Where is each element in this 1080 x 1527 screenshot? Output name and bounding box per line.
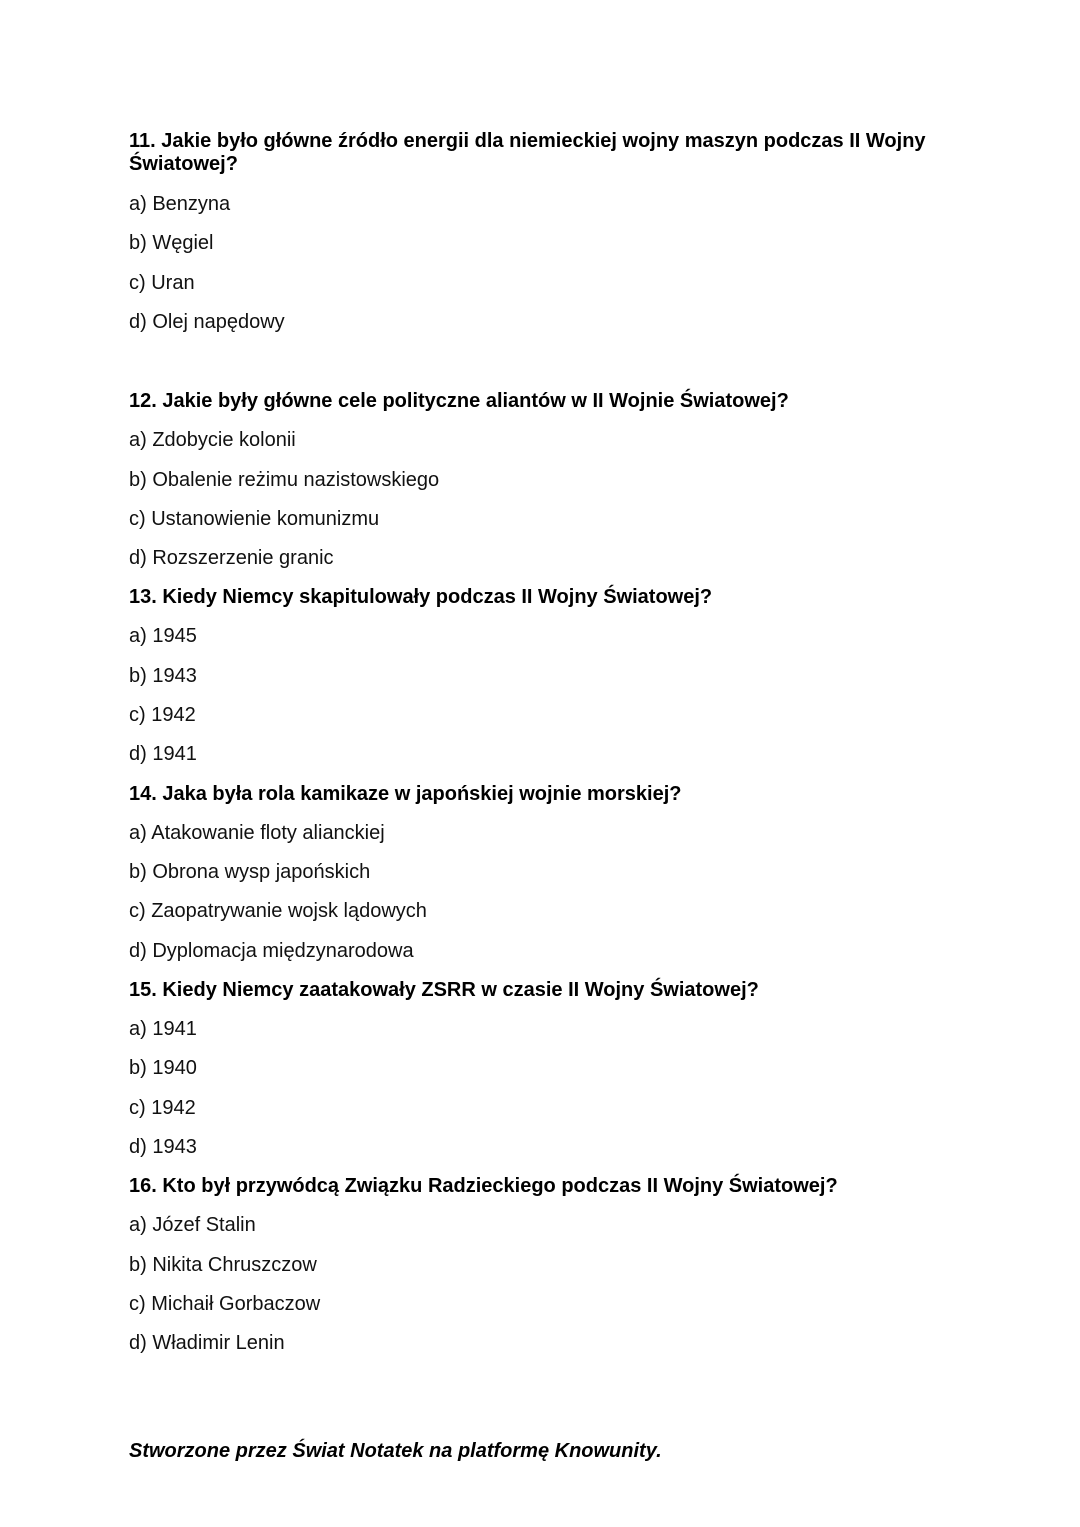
question-15-option-d: d) 1943: [129, 1136, 197, 1158]
footer-credit: Stworzone przez Świat Notatek na platformę Knowunity.: [129, 1440, 662, 1462]
question-11-option-d: d) Olej napędowy: [129, 311, 285, 333]
question-12-option-a: a) Zdobycie kolonii: [129, 429, 296, 451]
question-15-title: 15. Kiedy Niemcy zaatakowały ZSRR w czasie II Wojny Światowej?: [129, 979, 759, 1001]
question-11-option-c: c) Uran: [129, 272, 195, 294]
question-12-option-c: c) Ustanowienie komunizmu: [129, 508, 380, 530]
question-13-title: 13. Kiedy Niemcy skapitulowały podczas II Wojny Światowej?: [129, 586, 713, 608]
question-11-title-line2: Światowej?: [129, 153, 238, 175]
question-15-option-a: a) 1941: [129, 1018, 197, 1040]
question-14-option-a: a) Atakowanie floty alianckiej: [129, 822, 385, 844]
question-11-option-a: a) Benzyna: [129, 193, 231, 215]
question-15-option-b: b) 1940: [129, 1057, 197, 1079]
question-13-option-d: d) 1941: [129, 743, 197, 765]
question-13-option-c: c) 1942: [129, 704, 196, 726]
question-15-option-c: c) 1942: [129, 1097, 196, 1119]
question-16-option-c: c) Michaił Gorbaczow: [129, 1293, 321, 1315]
question-16-option-d: d) Władimir Lenin: [129, 1332, 285, 1354]
question-12-title: 12. Jakie były główne cele polityczne aliantów w II Wojnie Światowej?: [129, 390, 789, 412]
question-11-option-b: b) Węgiel: [129, 232, 214, 254]
question-14-title: 14. Jaka była rola kamikaze w japońskiej wojnie morskiej?: [129, 783, 682, 805]
question-13-option-a: a) 1945: [129, 625, 197, 647]
question-12-option-d: d) Rozszerzenie granic: [129, 547, 334, 569]
question-16-title: 16. Kto był przywódcą Związku Radzieckiego podczas II Wojny Światowej?: [129, 1175, 838, 1197]
question-14-option-b: b) Obrona wysp japońskich: [129, 861, 371, 883]
question-11-title-line1: 11. Jakie było główne źródło energii dla niemieckiej wojny maszyn podczas II Wojny: [129, 130, 926, 152]
question-13-option-b: b) 1943: [129, 665, 197, 687]
question-16-option-a: a) Józef Stalin: [129, 1214, 256, 1236]
question-12-option-b: b) Obalenie reżimu nazistowskiego: [129, 469, 440, 491]
question-16-option-b: b) Nikita Chruszczow: [129, 1254, 317, 1276]
question-14-option-d: d) Dyplomacja międzynarodowa: [129, 940, 414, 962]
question-14-option-c: c) Zaopatrywanie wojsk lądowych: [129, 900, 427, 922]
